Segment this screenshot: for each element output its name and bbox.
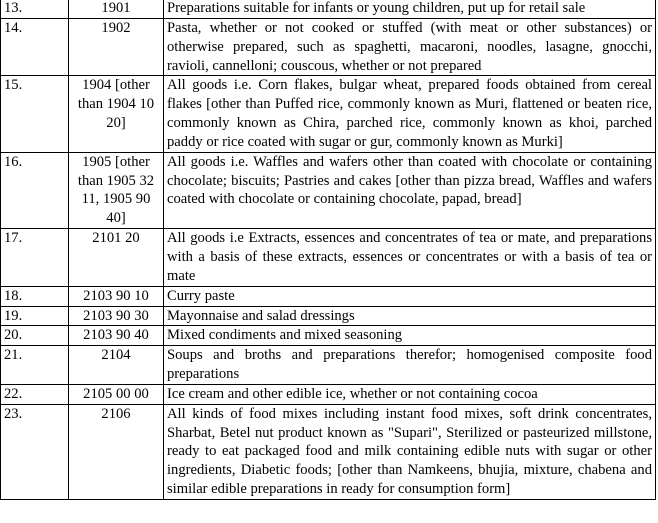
tariff-heading-cell: 2103 90 40 bbox=[69, 326, 164, 346]
description-cell: Pasta, whether or not cooked or stuffed (with meat or other substances) or otherwise prepared, such as spaghetti, macaroni, noodles, lasagne, gnocchi, ravioli, cannelloni; couscous, whether or not prepared bbox=[164, 18, 656, 76]
table-row bbox=[1, 229, 656, 287]
tariff-heading-cell: 1904 [other than 1904 10 20] bbox=[69, 76, 164, 152]
serial-number-cell: 22. bbox=[1, 384, 69, 404]
description-cell: Curry paste bbox=[164, 286, 656, 306]
table-row bbox=[1, 152, 656, 228]
table-row bbox=[1, 76, 656, 152]
tariff-heading-cell: 2101 20 bbox=[69, 229, 164, 287]
description-cell: Preparations suitable for infants or young children, put up for retail sale bbox=[164, 0, 656, 18]
table-row bbox=[1, 18, 656, 76]
serial-number-cell: 14. bbox=[1, 18, 69, 76]
tariff-heading-cell: 1901 bbox=[69, 0, 164, 18]
description-cell: Mixed condiments and mixed seasoning bbox=[164, 326, 656, 346]
table-row bbox=[1, 306, 656, 326]
tariff-heading-cell: 2104 bbox=[69, 346, 164, 385]
serial-number-cell: 20. bbox=[1, 326, 69, 346]
tariff-table-body bbox=[1, 0, 656, 499]
tariff-heading-cell: 2105 00 00 bbox=[69, 384, 164, 404]
table-row bbox=[1, 404, 656, 499]
table-row bbox=[1, 326, 656, 346]
table-row bbox=[1, 384, 656, 404]
description-cell: All goods i.e. Waffles and wafers other than coated with chocolate or containing chocolate; biscuits; Pastries and cakes [other than pizza bread, Waffles and wafers coated with chocolate or containing chocolate, papad, bread] bbox=[164, 152, 656, 228]
description-cell: All goods i.e Extracts, essences and concentrates of tea or mate, and preparations with a basis of these extracts, essences or concentrates or with a basis of tea or mate bbox=[164, 229, 656, 287]
description-cell: Soups and broths and preparations therefor; homogenised composite food preparations bbox=[164, 346, 656, 385]
serial-number-cell: 17. bbox=[1, 229, 69, 287]
tariff-heading-cell: 2103 90 30 bbox=[69, 306, 164, 326]
serial-number-cell: 16. bbox=[1, 152, 69, 228]
table-row bbox=[1, 0, 656, 18]
serial-number-cell: 13. bbox=[1, 0, 69, 18]
tariff-heading-cell: 2103 90 10 bbox=[69, 286, 164, 306]
tariff-heading-cell: 2106 bbox=[69, 404, 164, 499]
tariff-heading-cell: 1905 [other than 1905 32 11, 1905 90 40] bbox=[69, 152, 164, 228]
description-cell: All goods i.e. Corn flakes, bulgar wheat, prepared foods obtained from cereal flakes [other than Puffed rice, commonly known as Muri, flattened or beaten rice, commonly known as Chira, parched rice, commonly known as khoi, parched paddy or rice coated with sugar or gur, commonly known as Murki] bbox=[164, 76, 656, 152]
description-cell: Ice cream and other edible ice, whether or not containing cocoa bbox=[164, 384, 656, 404]
serial-number-cell: 15. bbox=[1, 76, 69, 152]
table-row bbox=[1, 346, 656, 385]
serial-number-cell: 23. bbox=[1, 404, 69, 499]
serial-number-cell: 18. bbox=[1, 286, 69, 306]
serial-number-cell: 21. bbox=[1, 346, 69, 385]
description-cell: Mayonnaise and salad dressings bbox=[164, 306, 656, 326]
description-cell: All kinds of food mixes including instant food mixes, soft drink concentrates, Sharbat, Betel nut product known as "Supari", Sterilized or pasteurized millstone, ready to eat packaged food and milk containing edible nuts with sugar or other ingredients, Diabetic foods; [other than Namkeens, bhujia, mixture, chabena and similar edible preparations in ready for consumption form] bbox=[164, 404, 656, 499]
table-row bbox=[1, 286, 656, 306]
tariff-heading-cell: 1902 bbox=[69, 18, 164, 76]
serial-number-cell: 19. bbox=[1, 306, 69, 326]
